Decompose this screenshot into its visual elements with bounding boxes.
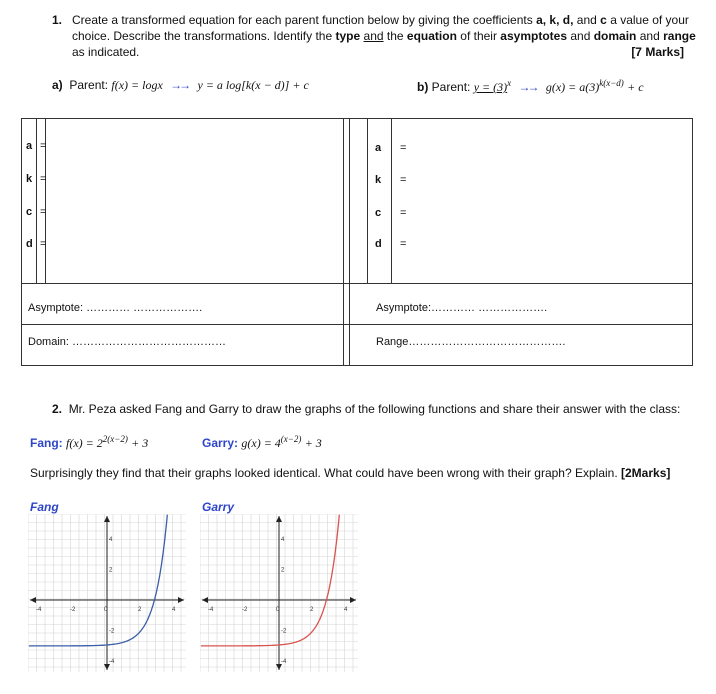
part-b-target-exp: k(x−d) [599, 78, 624, 88]
part-b-label: b) [417, 80, 429, 94]
equals-sign: = [40, 206, 47, 218]
y-tick-label: 2 [281, 567, 285, 574]
divider [21, 324, 693, 325]
x-tick-label: 0 [276, 607, 280, 613]
right-asymptote-field[interactable]: Asymptote:………… ………………. [376, 302, 548, 314]
q1-of: of their [460, 29, 497, 43]
left-asymptote-field[interactable]: Asymptote: ………… ………………. [28, 302, 203, 314]
equals-sign: = [400, 238, 407, 250]
right-range-field[interactable]: Range……………………………………. [376, 336, 566, 348]
x-tick-label: 2 [138, 607, 142, 613]
y-tick-label: -2 [109, 628, 115, 635]
q1-line3: as indicated. [72, 45, 140, 59]
part-b-parent-fn: y = (3) [473, 80, 508, 94]
part-a-parent: Parent: [69, 78, 109, 92]
arrow-up-icon [104, 516, 110, 522]
part-a [52, 78, 309, 93]
q1-line1: Create a transformed equation for each parent function below by giving the coefficients [72, 13, 533, 27]
y-tick-label: -4 [109, 659, 115, 666]
q1-type: type [335, 29, 361, 43]
q1-and2: and [570, 29, 591, 43]
q1-marks: [7 Marks] [631, 45, 684, 59]
q1-line1-bold: a, k, d, [536, 13, 574, 27]
x-tick-label: -4 [36, 607, 42, 613]
divider [391, 118, 392, 283]
answer-table [21, 118, 693, 366]
q1-domain: domain [593, 29, 637, 43]
y-tick-label: -2 [281, 628, 287, 635]
equals-sign: = [400, 174, 407, 186]
q1-range: range [663, 29, 696, 43]
x-tick-label: -4 [208, 607, 214, 613]
divider [349, 118, 350, 366]
y-tick-label: -4 [281, 659, 287, 666]
arrow-up-icon [276, 516, 282, 522]
q1-line1-c: c [600, 13, 607, 27]
fang-label: Fang: [30, 436, 63, 450]
fang-fn: f(x) = 2 [66, 436, 103, 450]
divider [21, 283, 693, 284]
fang-exp: 2(x−2) [102, 434, 128, 444]
left-letter-k: k [26, 173, 33, 185]
q1-and: and [363, 29, 384, 43]
fang-end: + 3 [131, 436, 149, 450]
garry-label: Garry: [202, 436, 239, 450]
part-b-parent-exp: x [507, 78, 512, 88]
equals-sign: = [40, 140, 47, 152]
right-letter-d: d [375, 238, 382, 250]
right-letter-a: a [375, 142, 382, 154]
x-tick-label: 2 [310, 607, 314, 613]
question-2-prompt [30, 466, 670, 480]
q1-and3: and [639, 29, 660, 43]
question-2-number: 2. [52, 402, 63, 416]
garry-graph [200, 514, 358, 672]
prompt-text: Surprisingly they find that their graphs looked identical. What could have been wrong with their graph? Explain. [30, 466, 618, 480]
equals-sign: = [400, 142, 407, 154]
q1-line2a: choice. Describe the transformations. Identify the [72, 29, 333, 43]
x-tick-label: -2 [70, 607, 76, 613]
fang-function [30, 434, 148, 451]
garry-graph-title: Garry [202, 500, 235, 514]
part-a-parent-fn: f(x) = logx [111, 78, 163, 92]
divider [36, 118, 37, 283]
x-tick-label: -2 [242, 607, 248, 613]
part-b-target: g(x) = a(3) [545, 80, 600, 94]
arrow-icon: →→ [518, 80, 537, 94]
part-b-target-end: + c [627, 80, 644, 94]
function-curve [201, 515, 339, 646]
right-letter-k: k [375, 174, 382, 186]
part-b [417, 78, 644, 95]
arrow-left-icon [202, 597, 208, 603]
left-letter-d: d [26, 238, 33, 250]
q1-line1-tail: a value of your [610, 13, 689, 27]
arrow-icon: →→ [170, 78, 189, 92]
garry-fn: g(x) = 4 [241, 436, 281, 450]
divider [367, 118, 368, 283]
q1-eq-prefix: the [386, 29, 404, 43]
question-2 [52, 402, 680, 416]
q1-equation: equation [406, 29, 457, 43]
fang-graph-title: Fang [30, 500, 59, 514]
garry-end: + 3 [304, 436, 322, 450]
equals-sign: = [400, 207, 407, 219]
part-a-label: a) [52, 78, 63, 92]
q2-marks: [2Marks] [621, 466, 671, 480]
q1-line1-end: and [576, 13, 597, 27]
question-1 [52, 12, 702, 60]
part-a-target: y = a log[k(x − d)] + c [197, 78, 309, 92]
q1-asym: asymptotes [500, 29, 567, 43]
equals-sign: = [40, 173, 47, 185]
question-1-number: 1. [52, 13, 63, 27]
function-curve [29, 515, 168, 646]
garry-function [202, 434, 322, 451]
y-tick-label: 4 [109, 536, 113, 543]
left-domain-field[interactable]: Domain: …………………………………… [28, 336, 227, 348]
x-tick-label: 4 [172, 607, 176, 613]
garry-exp: (x−2) [280, 434, 302, 444]
left-letter-c: c [26, 206, 33, 218]
equals-sign: = [40, 238, 47, 250]
x-tick-label: 0 [104, 607, 108, 613]
left-letter-a: a [26, 140, 33, 152]
part-b-parent: Parent: [431, 80, 471, 94]
arrow-left-icon [30, 597, 36, 603]
x-tick-label: 4 [344, 607, 348, 613]
y-tick-label: 4 [281, 536, 285, 543]
y-tick-label: 2 [109, 567, 113, 574]
divider [343, 118, 344, 366]
fang-graph [28, 514, 186, 672]
question-2-text: Mr. Peza asked Fang and Garry to draw the graphs of the following functions and share their answer with the class: [68, 402, 681, 416]
right-letter-c: c [375, 207, 382, 219]
